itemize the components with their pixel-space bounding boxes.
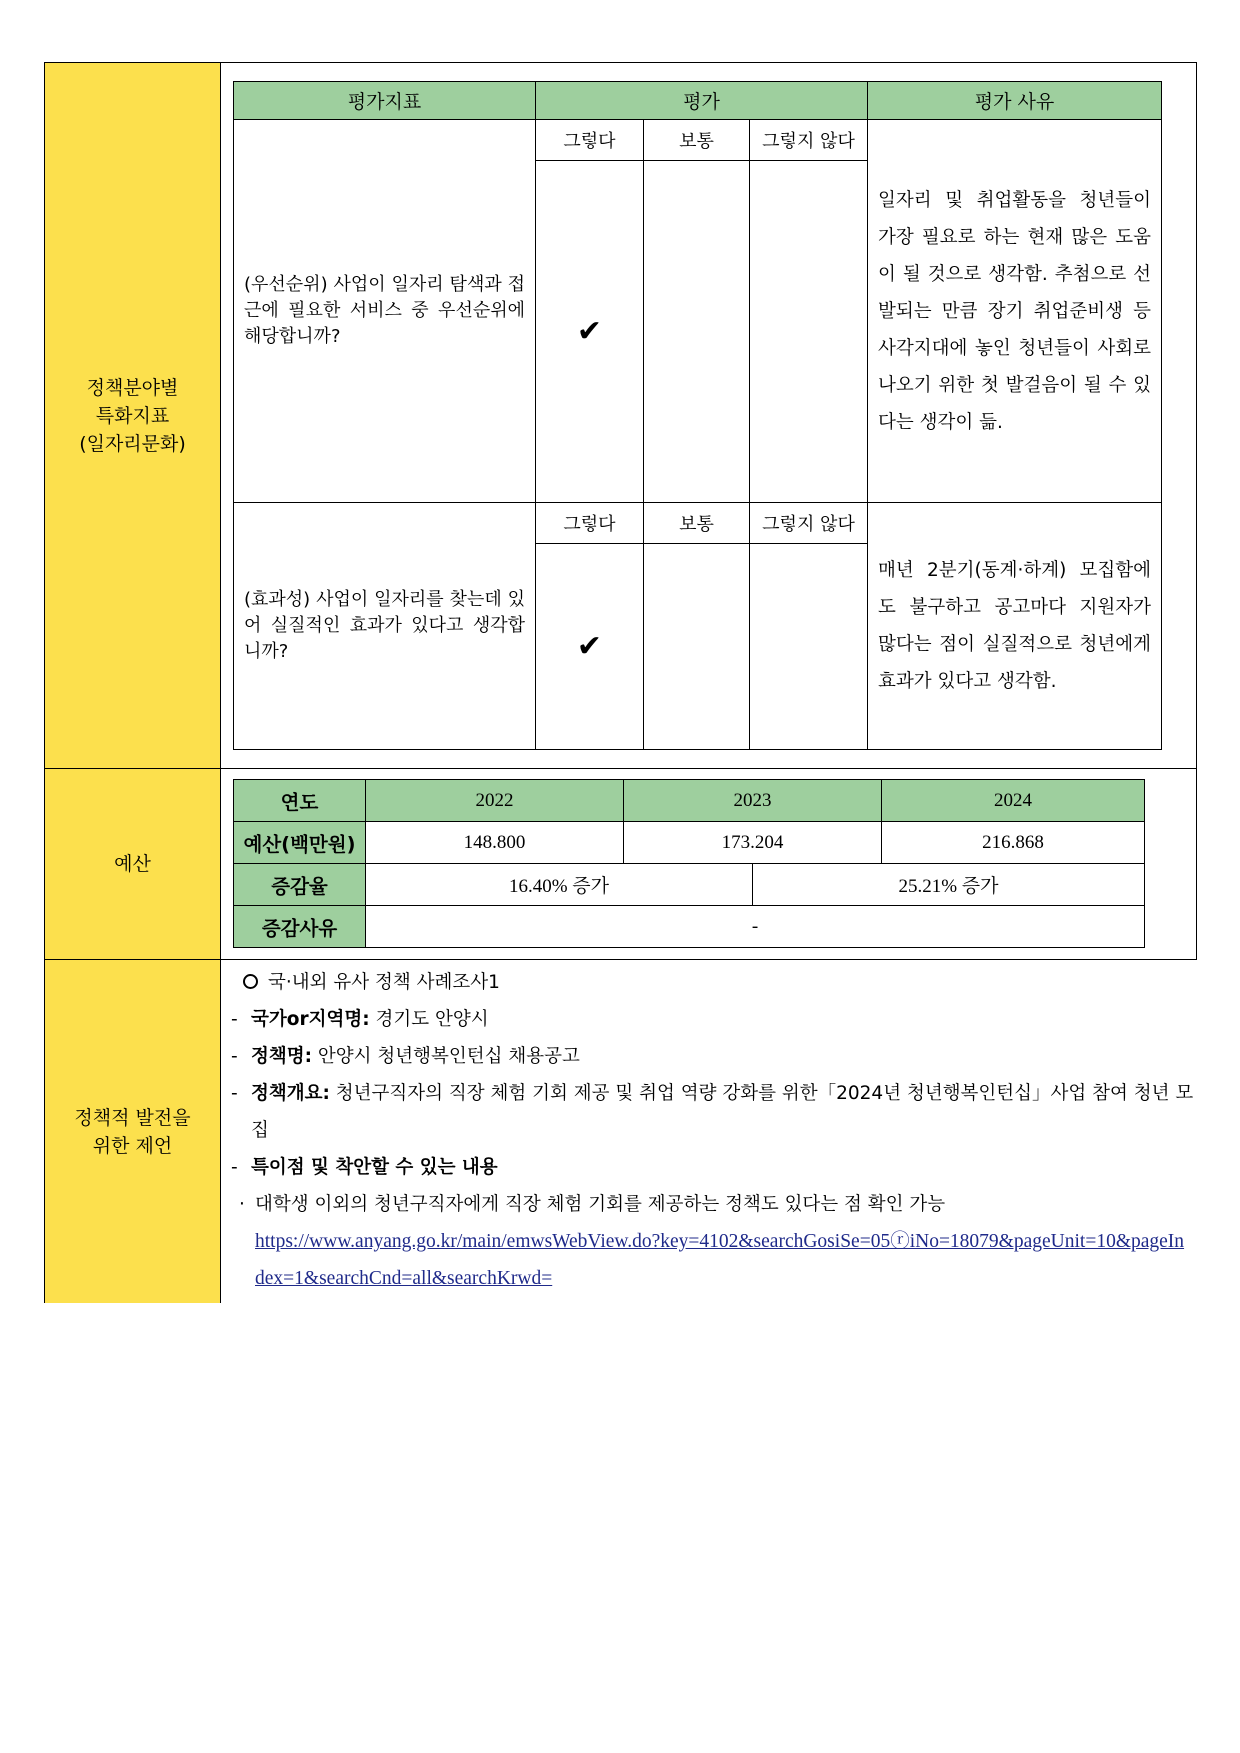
rating-option-yes: 그렇다 [536, 503, 644, 544]
year-2022: 2022 [366, 780, 624, 822]
policy-name-label: 정책명: [251, 1046, 313, 1067]
note-item: · 대학생 이외의 청년구직자에게 직장 체험 기회를 제공하는 정책도 있다는 점 확인 가능 [239, 1194, 946, 1215]
header-indicator: 평가지표 [234, 82, 536, 120]
section-label-proposal [45, 960, 221, 1304]
checkmark-icon: ✔ [536, 544, 644, 750]
country-row: - 국가or지역명: 경기도 안양시 [231, 1009, 489, 1030]
section-label-budget [45, 769, 221, 960]
policy-name-row: - 정책명: 안양시 청년행복인턴십 채용공고 [231, 1046, 580, 1067]
rating-option-no: 그렇지 않다 [750, 120, 868, 161]
circle-bullet-icon [243, 974, 258, 989]
budget-table [233, 779, 1145, 948]
checkmark-icon: ✔ [536, 161, 644, 503]
policy-name-value: 안양시 청년행복인턴십 채용공고 [317, 1046, 580, 1067]
year-2023: 2023 [624, 780, 882, 822]
reference-link[interactable]: https://www.anyang.go.kr/main/emwsWebView.do?key=4102&searchGosiSe=05ⓡiNo=18079&pageUnit=10&pageIndex=1&searchCnd=all&searchKrwd= [255, 1231, 1185, 1289]
country-label: 국가or지역명: [251, 1009, 370, 1030]
year-2024: 2024 [882, 780, 1145, 822]
indicator-content [221, 63, 1197, 769]
rating-cell-neutral [644, 544, 750, 750]
label-line: 위한 제언 [92, 1134, 173, 1157]
change-reason-label: 증감사유 [234, 906, 366, 948]
rating-cell-no [750, 161, 868, 503]
notes-label: 특이점 및 착안할 수 있는 내용 [251, 1157, 498, 1178]
rating-option-neutral: 보통 [644, 120, 750, 161]
label-line: 정책적 발전을 [74, 1106, 191, 1129]
policy-overview-row: - 정책개요: 청년구직자의 직장 체험 기회 제공 및 취업 역량 강화를 위한「2024년 청년행복인턴십」사업 참여 청년 모집 [231, 1083, 1194, 1141]
evaluation-table [233, 81, 1162, 750]
budget-content [221, 769, 1197, 960]
question-effectiveness: (효과성) 사업이 일자리를 찾는데 있어 실질적인 효과가 있다고 생각합니까? [234, 503, 536, 750]
policy-evaluation-form [44, 62, 1197, 1303]
change-reason-value: - [366, 906, 1145, 948]
rate-label: 증감율 [234, 864, 366, 906]
label-line: 특화지표 [95, 404, 170, 427]
proposal-content [221, 960, 1197, 1304]
reason-effectiveness: 매년 2분기(동계·하계) 모집함에도 불구하고 공고마다 지원자가 많다는 점이 실질적으로 청년에게 효과가 있다고 생각함. [868, 503, 1162, 750]
rating-option-yes: 그렇다 [536, 120, 644, 161]
budget-2024: 216.868 [882, 822, 1145, 864]
label-line: (일자리문화) [79, 432, 186, 455]
case-study-heading: 국·내외 유사 정책 사례조사1 [229, 964, 1197, 1001]
section-label-indicator [45, 63, 221, 769]
header-evaluation: 평가 [536, 82, 868, 120]
label-line: 예산 [114, 853, 151, 875]
budget-2022: 148.800 [366, 822, 624, 864]
notes-row: - 특이점 및 착안할 수 있는 내용 [231, 1157, 498, 1178]
country-value: 경기도 안양시 [375, 1009, 489, 1030]
rating-option-no: 그렇지 않다 [750, 503, 868, 544]
budget-label: 예산(백만원) [234, 822, 366, 864]
reason-priority: 일자리 및 취업활동을 청년들이 가장 필요로 하는 현재 많은 도움이 될 것으로 생각함. 추첨으로 선발되는 만큼 장기 취업준비생 등 사각지대에 놓인 청년들이 사회로 나오기 위한 첫 발걸음이 될 수 있다는 생각이 듦. [868, 120, 1162, 503]
budget-2023: 173.204 [624, 822, 882, 864]
rate-2023: 16.40% 증가 [366, 864, 753, 906]
policy-overview-value: 청년구직자의 직장 체험 기회 제공 및 취업 역량 강화를 위한「2024년 청년행복인턴십」사업 참여 청년 모집 [251, 1083, 1194, 1141]
rating-option-neutral: 보통 [644, 503, 750, 544]
rating-cell-no [750, 544, 868, 750]
rating-cell-neutral [644, 161, 750, 503]
label-line: 정책분야별 [86, 376, 179, 399]
policy-overview-label: 정책개요: [251, 1083, 330, 1104]
year-label: 연도 [234, 780, 366, 822]
rate-2024: 25.21% 증가 [753, 864, 1145, 906]
question-priority: (우선순위) 사업이 일자리 탐색과 접근에 필요한 서비스 중 우선순위에 해당합니까? [234, 120, 536, 503]
header-reason: 평가 사유 [868, 82, 1162, 120]
